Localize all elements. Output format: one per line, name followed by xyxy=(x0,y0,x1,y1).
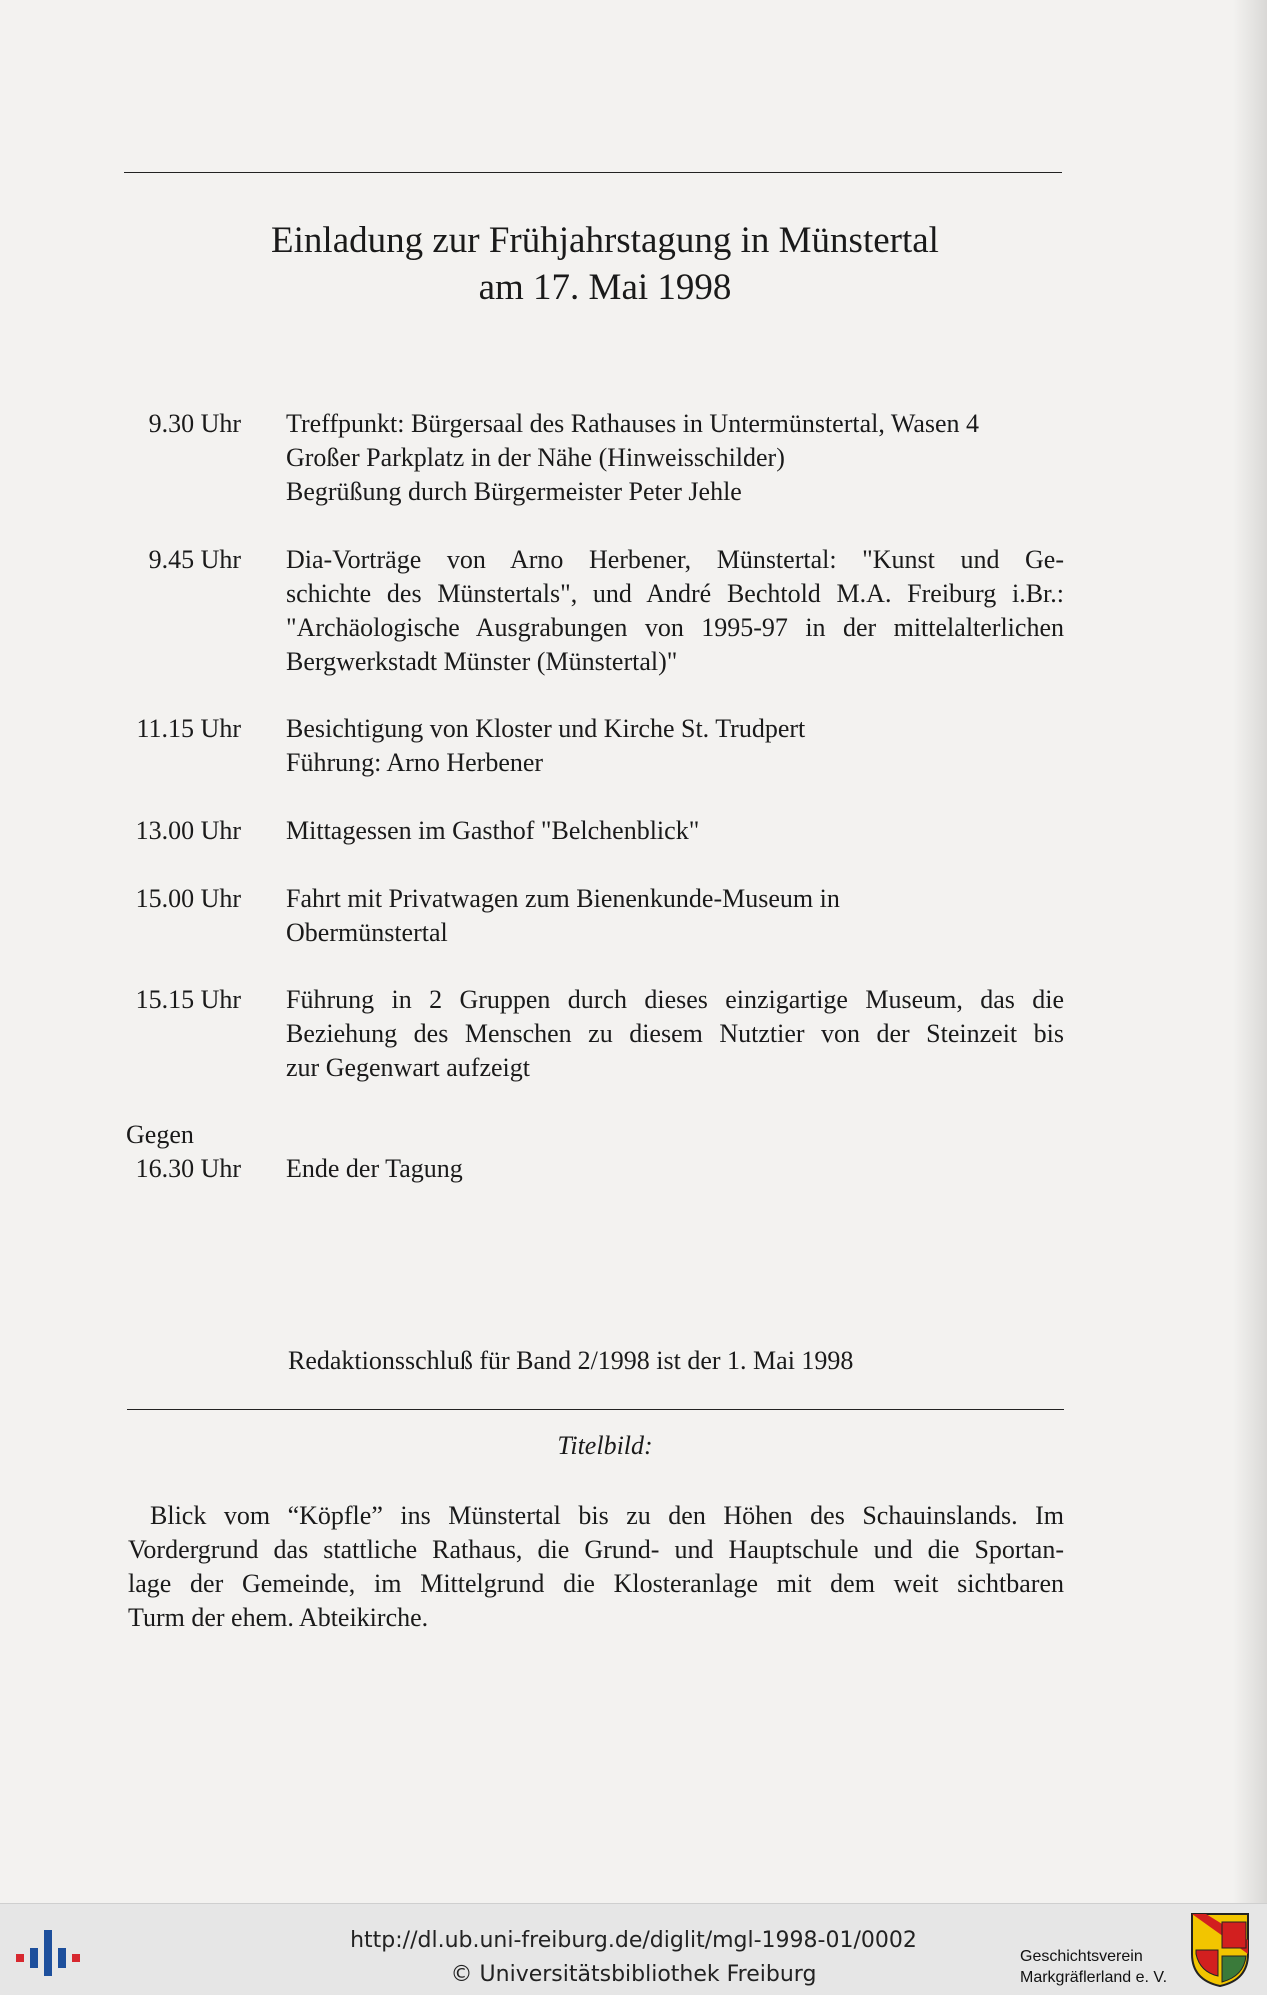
schedule-item xyxy=(286,1152,1064,1186)
schedule-line: Besichtigung von Kloster und Kirche St. Trudpert xyxy=(286,714,806,743)
top-rule xyxy=(124,172,1062,173)
schedule-item xyxy=(286,882,1064,950)
middle-rule xyxy=(127,1409,1064,1410)
schedule-line: Führung: Arno Herbener xyxy=(286,748,544,777)
society-name-line-1: Geschichtsverein xyxy=(1020,1948,1143,1965)
cover-caption-title: Titelbild: xyxy=(557,1431,653,1460)
page-title-line-1: Einladung zur Frühjahrstagung in Münstertal xyxy=(271,220,939,261)
schedule-line: zur Gegenwart aufzeigt xyxy=(286,1053,530,1082)
schedule-item xyxy=(286,407,1064,509)
schedule-line: Beziehung des Menschen zu diesem Nutztier von der Steinzeit bis xyxy=(286,1019,1064,1048)
schedule-time: 9.45 Uhr xyxy=(148,545,241,574)
schedule-time: 16.30 Uhr xyxy=(135,1154,241,1183)
digitization-footer xyxy=(0,1903,1267,1995)
schedule-item xyxy=(286,814,1064,848)
schedule-time: 13.00 Uhr xyxy=(135,816,241,845)
schedule-time: 15.15 Uhr xyxy=(135,985,241,1014)
schedule-item xyxy=(286,983,1064,1085)
society-name xyxy=(1020,1946,1190,1988)
schedule-line: schichte des Münstertals", und André Bechtold M.A. Freiburg i.Br.: xyxy=(286,579,1064,608)
schedule-line: "Archäologische Ausgrabungen von 1995-97 in der mittelalterlichen xyxy=(286,613,1064,642)
coat-of-arms-icon xyxy=(1188,1910,1252,1988)
footer-copyright: © Universitätsbibliothek Freiburg xyxy=(450,1962,817,1987)
society-name-line-2: Markgräflerland e. V. xyxy=(1020,1969,1168,1986)
schedule-time: 11.15 Uhr xyxy=(136,714,241,743)
schedule-line: Dia-Vorträge von Arno Herbener, Münstertal: "Kunst und Ge- xyxy=(286,545,1064,574)
page-title-line-2: am 17. Mai 1998 xyxy=(478,267,732,308)
schedule-line: Führung in 2 Gruppen durch dieses einzigartige Museum, das die xyxy=(286,985,1064,1014)
schedule-line: Ende der Tagung xyxy=(286,1154,463,1183)
schedule-line: Fahrt mit Privatwagen zum Bienenkunde-Museum in xyxy=(286,884,840,913)
schedule-time-prefix: Gegen xyxy=(126,1120,194,1149)
caption-line: lage der Gemeinde, im Mittelgrund die Klosteranlage mit dem weit sichtbaren xyxy=(128,1569,1064,1598)
schedule-item xyxy=(286,712,1064,780)
schedule-line: Bergwerkstadt Münster (Münstertal)" xyxy=(286,647,678,676)
schedule-line: Treffpunkt: Bürgersaal des Rathauses in Untermünstertal, Wasen 4 xyxy=(286,409,980,438)
schedule-item xyxy=(286,543,1064,679)
schedule-time: 9.30 Uhr xyxy=(148,409,241,438)
editorial-deadline: Redaktionsschluß für Band 2/1998 ist der 1. Mai 1998 xyxy=(288,1346,854,1375)
schedule-line: Obermünstertal xyxy=(286,918,448,947)
caption-line: Vordergrund das stattliche Rathaus, die Grund- und Hauptschule und die Sportan- xyxy=(128,1535,1064,1564)
schedule-time: 15.00 Uhr xyxy=(135,884,241,913)
footer-url[interactable]: http://dl.ub.uni-freiburg.de/diglit/mgl-1998-01/0002 xyxy=(350,1928,917,1953)
page-edge-shadow xyxy=(1233,0,1267,1903)
caption-line: Turm der ehem. Abteikirche. xyxy=(128,1603,429,1632)
schedule-line: Großer Parkplatz in der Nähe (Hinweisschilder) xyxy=(286,443,785,472)
caption-line: Blick vom “Köpfle” ins Münstertal bis zu den Höhen des Schauinslands. Im xyxy=(150,1501,1064,1530)
cover-caption xyxy=(128,1499,1064,1635)
schedule-line: Mittagessen im Gasthof "Belchenblick" xyxy=(286,816,700,845)
schedule-line: Begrüßung durch Bürgermeister Peter Jehle xyxy=(286,477,742,506)
